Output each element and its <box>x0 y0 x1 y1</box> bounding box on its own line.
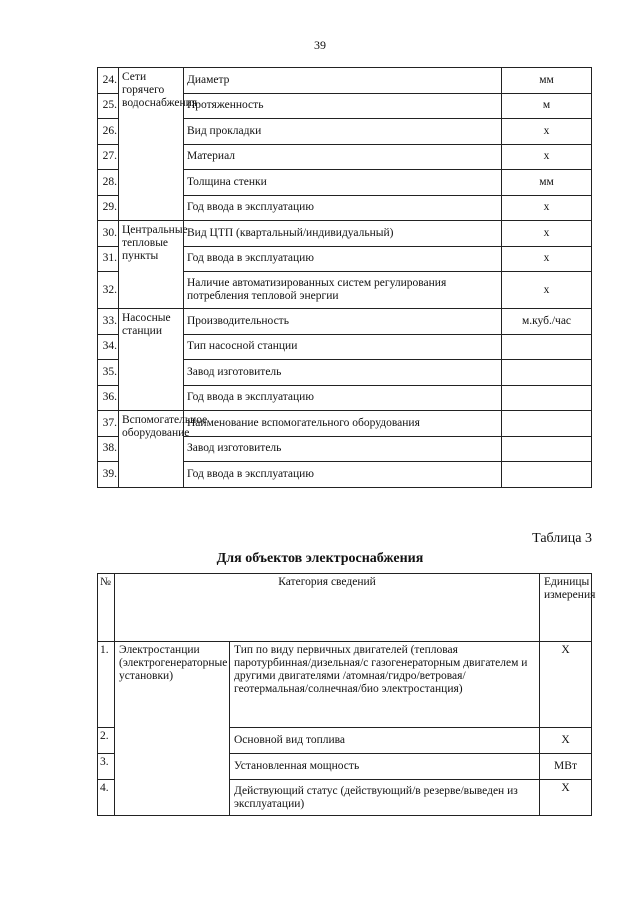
row-description: Диаметр <box>184 68 502 94</box>
row-unit <box>502 334 592 360</box>
table-title: Для объектов электроснабжения <box>216 551 424 566</box>
row-description: Год ввода в эксплуатацию <box>184 385 502 411</box>
row-number: 4. <box>98 780 115 816</box>
row-description: Вид прокладки <box>184 119 502 145</box>
category-cell: Сети горячего водоснабжения <box>119 68 184 221</box>
row-description: Протяженность <box>184 93 502 119</box>
row-description: Наименование вспомогательного оборудования <box>184 411 502 437</box>
row-description: Тип по виду первичных двигателей (тепловая паротурбинная/дизельная/с газогенераторным двигателем и другими двигателями /атомная/гидро/ветровая/геотермальная/солнечная/био электростанция) <box>230 642 540 728</box>
row-unit <box>502 385 592 411</box>
row-unit: МВт <box>540 754 592 780</box>
row-unit: Х <box>540 780 592 816</box>
row-description: Материал <box>184 144 502 170</box>
row-unit: х <box>502 221 592 247</box>
utility-info-table <box>97 67 592 488</box>
row-description: Наличие автоматизированных систем регулирования потребления тепловой энергии <box>184 272 502 309</box>
row-number: 32. <box>98 272 119 309</box>
table-row <box>98 221 592 247</box>
row-unit: м <box>502 93 592 119</box>
row-number: 24. <box>98 68 119 94</box>
row-description: Основной вид топлива <box>230 728 540 754</box>
row-description: Действующий статус (действующий/в резерве/выведен из эксплуатации) <box>230 780 540 816</box>
category-cell: Насосные станции <box>119 309 184 411</box>
row-description: Год ввода в эксплуатацию <box>184 195 502 221</box>
row-unit: мм <box>502 170 592 196</box>
row-description: Год ввода в эксплуатацию <box>184 246 502 272</box>
category-cell: Вспомогательное оборудование <box>119 411 184 488</box>
row-number: 36. <box>98 385 119 411</box>
row-number: 38. <box>98 436 119 462</box>
row-description: Вид ЦТП (квартальный/индивидуальный) <box>184 221 502 247</box>
row-number: 2. <box>98 728 115 754</box>
row-description: Завод изготовитель <box>184 436 502 462</box>
row-unit: х <box>502 119 592 145</box>
table-caption: Таблица 3 <box>532 531 592 546</box>
row-description: Производительность <box>184 309 502 335</box>
category-cell: Центральные тепловые пункты <box>119 221 184 309</box>
header-category: Категория сведений <box>115 574 540 642</box>
row-unit <box>502 462 592 488</box>
row-number: 33. <box>98 309 119 335</box>
table-row <box>98 642 592 728</box>
header-num: № <box>98 574 115 642</box>
table-row <box>98 68 592 94</box>
row-number: 29. <box>98 195 119 221</box>
row-number: 27. <box>98 144 119 170</box>
row-unit: х <box>502 144 592 170</box>
table-header-row <box>98 574 592 642</box>
electricity-table <box>97 573 596 816</box>
row-unit <box>502 436 592 462</box>
header-unit: Единицы измерения <box>540 574 592 642</box>
row-unit: м.куб./час <box>502 309 592 335</box>
row-description: Установленная мощность <box>230 754 540 780</box>
row-number: 30. <box>98 221 119 247</box>
row-unit <box>502 411 592 437</box>
page-number: 39 <box>314 38 326 52</box>
row-unit: х <box>502 246 592 272</box>
row-unit: Х <box>540 642 592 728</box>
row-number: 31. <box>98 246 119 272</box>
row-description: Толщина стенки <box>184 170 502 196</box>
row-number: 39. <box>98 462 119 488</box>
row-number: 34. <box>98 334 119 360</box>
table-row <box>98 411 592 437</box>
row-number: 26. <box>98 119 119 145</box>
row-unit: мм <box>502 68 592 94</box>
row-unit <box>502 360 592 386</box>
row-number: 28. <box>98 170 119 196</box>
row-number: 1. <box>98 642 115 728</box>
row-description: Завод изготовитель <box>184 360 502 386</box>
row-number: 25. <box>98 93 119 119</box>
row-number: 3. <box>98 754 115 780</box>
table-row <box>98 309 592 335</box>
category-cell: Электростанции (электрогенераторные установки) <box>115 642 230 816</box>
row-number: 35. <box>98 360 119 386</box>
row-number: 37. <box>98 411 119 437</box>
row-unit: Х <box>540 728 592 754</box>
row-description: Тип насосной станции <box>184 334 502 360</box>
row-unit: х <box>502 272 592 309</box>
row-unit: х <box>502 195 592 221</box>
row-description: Год ввода в эксплуатацию <box>184 462 502 488</box>
